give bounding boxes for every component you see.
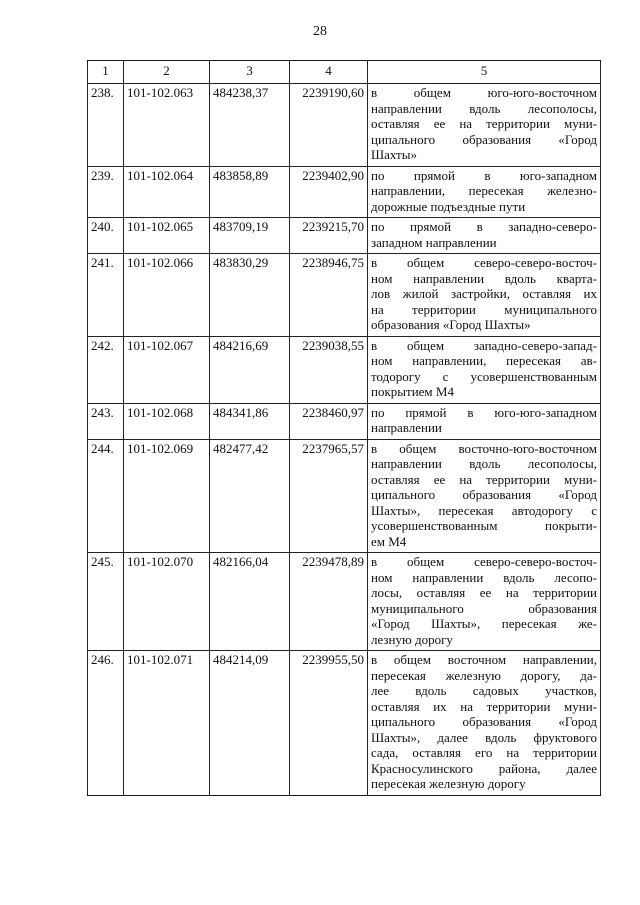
coordinate-x: 483709,19 [210, 218, 290, 254]
row-number: 243. [88, 403, 124, 439]
coordinate-x: 484341,86 [210, 403, 290, 439]
description-line: направлении вдоль лесополосы, [371, 456, 597, 471]
coordinate-x: 484238,37 [210, 84, 290, 167]
table-row [88, 218, 601, 254]
coordinate-y: 2239478,89 [290, 553, 368, 651]
table-row [88, 166, 601, 218]
description-line: лее вдоль садовых участков, [371, 683, 597, 698]
description-line: ципального образования «Город [371, 714, 597, 729]
description-line: усовершенствованным покрыти- [371, 518, 597, 533]
table-row [88, 254, 601, 337]
coordinate-x: 484214,09 [210, 651, 290, 796]
description-line: сада, оставляя его на территории [371, 745, 597, 760]
point-code: 101-102.069 [124, 439, 210, 553]
header-cell-5: 5 [368, 61, 601, 84]
route-description [368, 651, 601, 796]
description-line: лов жилой застройки, оставляя их [371, 286, 597, 301]
description-line: Шахты» [371, 147, 417, 162]
description-line: направлении, пересекая железно- [371, 183, 597, 198]
description-line: по прямой в юго-западном [371, 167, 597, 183]
point-code: 101-102.070 [124, 553, 210, 651]
page-number: 28 [313, 24, 327, 39]
description-line: Шахты», далее вдоль фруктового [371, 729, 597, 745]
description-line: «Город Шахты», пересекая же- [371, 616, 597, 631]
coordinate-x: 483858,89 [210, 166, 290, 218]
description-line: в общем восточно-юго-восточном [371, 440, 597, 456]
description-line: оставляя их на территории муни- [371, 698, 597, 714]
description-line: муниципального образования [371, 600, 597, 616]
description-line: дорожные подъездные пути [371, 198, 526, 214]
row-number: 241. [88, 254, 124, 337]
description-line: в общем северо-северо-восточ- [371, 255, 597, 270]
row-number: 245. [88, 553, 124, 651]
route-description [368, 254, 601, 337]
row-number: 242. [88, 336, 124, 403]
description-line: оставляя ее на территории муни- [371, 471, 597, 487]
description-line: ем М4 [371, 533, 407, 549]
description-line: в общем юго-юго-восточном [371, 85, 597, 100]
route-description [368, 553, 601, 651]
table-row [88, 403, 601, 439]
coordinate-x: 484216,69 [210, 336, 290, 403]
description-line: тодорогу с усовершенствованным [371, 368, 597, 384]
table-row [88, 553, 601, 651]
description-line: пересекая железную дорогу [371, 776, 526, 791]
description-line: направлении [371, 420, 442, 435]
coordinate-y: 2237965,57 [290, 439, 368, 553]
coordinate-x: 482477,42 [210, 439, 290, 553]
point-code: 101-102.064 [124, 166, 210, 218]
point-code: 101-102.065 [124, 218, 210, 254]
row-number: 246. [88, 651, 124, 796]
description-line: западном направлении [371, 234, 497, 250]
description-line: ципального образования «Город [371, 487, 597, 502]
description-line: ципального образования «Город [371, 131, 597, 147]
description-line: в общем восточном направлении, [371, 652, 597, 667]
header-cell-2: 2 [124, 61, 210, 84]
point-code: 101-102.066 [124, 254, 210, 337]
description-line: Красносулинского района, далее [371, 760, 597, 776]
route-description [368, 218, 601, 254]
description-line: лосы, оставляя ее на территории [371, 585, 597, 600]
point-code: 101-102.063 [124, 84, 210, 167]
point-code: 101-102.068 [124, 403, 210, 439]
coordinate-y: 2239955,50 [290, 651, 368, 796]
route-description [368, 84, 601, 167]
table-row [88, 336, 601, 403]
description-line: ном направлении вдоль кварта- [371, 270, 597, 286]
coordinate-y: 2239215,70 [290, 218, 368, 254]
route-description [368, 336, 601, 403]
coordinate-y: 2239038,55 [290, 336, 368, 403]
coordinate-x: 483830,29 [210, 254, 290, 337]
coordinate-x: 482166,04 [210, 553, 290, 651]
description-line: на территории муниципального [371, 301, 597, 317]
description-line: Шахты», пересекая автодорогу с [371, 502, 597, 518]
description-line: в общем западно-северо-запад- [371, 337, 597, 353]
row-number: 239. [88, 166, 124, 218]
description-line: пересекая железную дорогу, да- [371, 667, 597, 683]
table-header-row [88, 61, 601, 84]
row-number: 238. [88, 84, 124, 167]
coordinate-y: 2238946,75 [290, 254, 368, 337]
route-description [368, 439, 601, 553]
description-line: направлении вдоль лесополосы, [371, 100, 597, 116]
boundary-points-table [87, 60, 601, 796]
description-line: по прямой в западно-северо- [371, 219, 597, 234]
point-code: 101-102.071 [124, 651, 210, 796]
coordinate-y: 2238460,97 [290, 403, 368, 439]
description-line: оставляя ее на территории муни- [371, 116, 597, 131]
coordinate-y: 2239190,60 [290, 84, 368, 167]
route-description [368, 166, 601, 218]
header-cell-3: 3 [210, 61, 290, 84]
coordinate-y: 2239402,90 [290, 166, 368, 218]
row-number: 244. [88, 439, 124, 553]
description-line: в общем северо-северо-восточ- [371, 554, 597, 569]
description-line: покрытием М4 [371, 384, 454, 399]
description-line: лезную дорогу [371, 631, 453, 647]
header-cell-1: 1 [88, 61, 124, 84]
route-description [368, 403, 601, 439]
table-row [88, 651, 601, 796]
table-row [88, 84, 601, 167]
description-line: по прямой в юго-юго-западном [371, 404, 597, 420]
description-line: ном направлении, пересекая ав- [371, 353, 597, 368]
row-number: 240. [88, 218, 124, 254]
point-code: 101-102.067 [124, 336, 210, 403]
description-line: ном направлении вдоль лесопо- [371, 569, 597, 585]
header-cell-4: 4 [290, 61, 368, 84]
description-line: образования «Город Шахты» [371, 317, 531, 332]
table-row [88, 439, 601, 553]
